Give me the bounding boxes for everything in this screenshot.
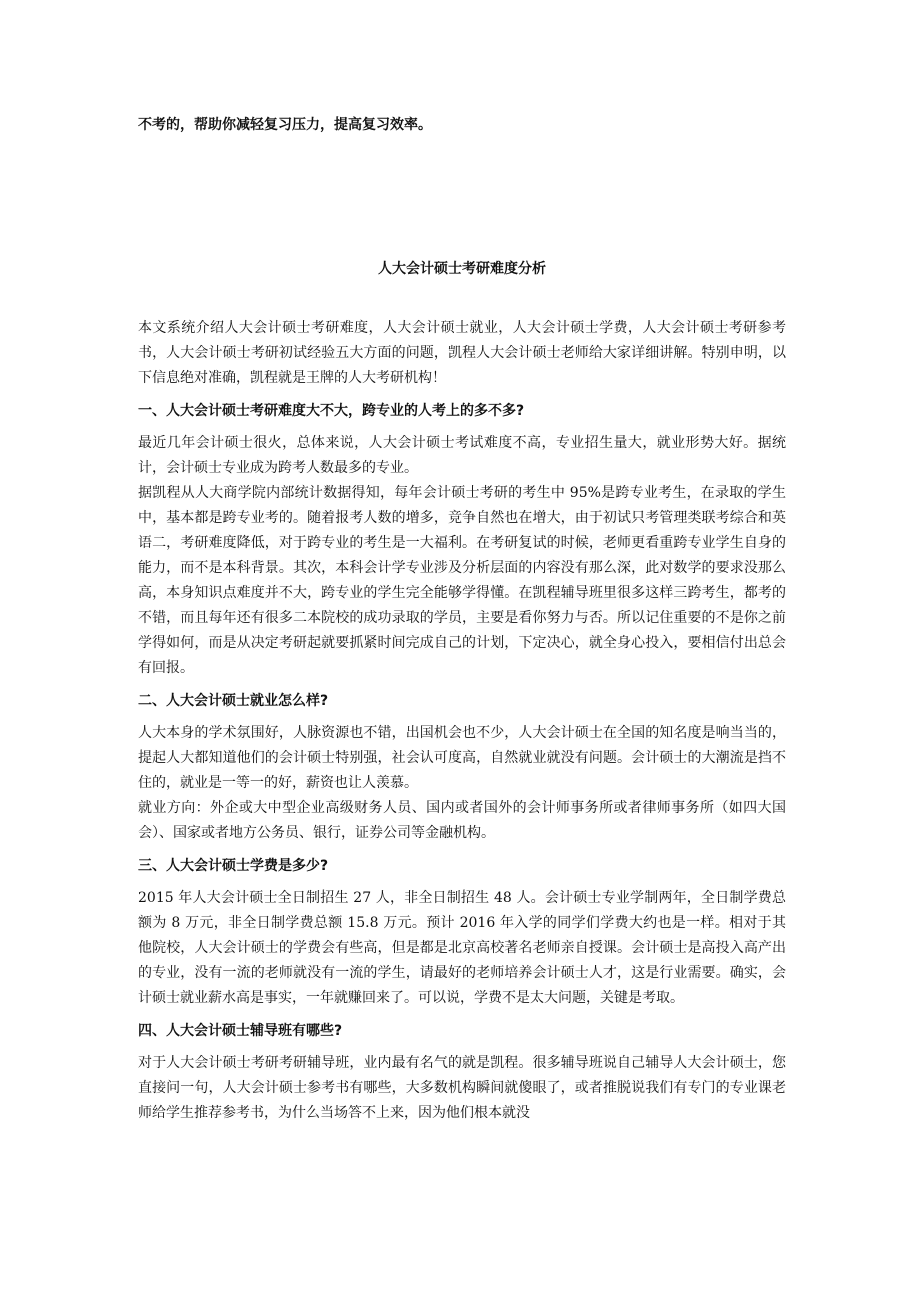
section-employment [138,690,786,846]
section-paragraph: 据凯程从人大商学院内部统计数据得知，每年会计硕士考研的考生中 95%是跨专业考生，在录取的学生中，基本都是跨专业考的。随着报考人数的增多，竞争自然也在增大，由于初试只考管理类联考综合和英语二，考研难度降低，对于跨专业的考生是一大福利。在考研复试的时候，老师更看重跨专业学生自身的能力，而不是本科背景。其次，本科会计学专业涉及分析层面的内容没有那么深，此对数学的要求没那么高，本身知识点难度并不大，跨专业的学生完全能够学得懂。在凯程辅导班里很多这样三跨考生，都考的不错，而且每年还有很多二本院校的成功录取的学员，主要是看你努力与否。所以记住重要的不是你之前学得如何，而是从决定考研起就要抓紧时间完成自己的计划，下定决心，就全身心投入，要相信付出总会有回报。 [138,485,786,676]
section-heading: 三、人大会计硕士学费是多少? [138,858,329,874]
section-tutoring [138,1020,786,1126]
section-heading: 二、人大会计硕士就业怎么样? [138,693,329,709]
section-paragraph: 人大本身的学术氛围好，人脉资源也不错，出国机会也不少，人大会计硕士在全国的知名度是响当当的，提起人大都知道他们的会计硕士特别强，社会认可度高，自然就业就没有问题。会计硕士的大潮流是挡不住的，就业是一等一的好，薪资也让人羡慕。 [138,725,786,791]
document-body [138,316,786,1126]
section-heading: 一、人大会计硕士考研难度大不大，跨专业的人考上的多不多? [138,403,525,419]
section-heading: 四、人大会计硕士辅导班有哪些? [138,1023,343,1039]
document-title: 人大会计硕士考研难度分析 [378,261,546,277]
section-paragraph: 就业方向：外企或大中型企业高级财务人员、国内或者国外的会计师事务所或者律师事务所（如四大国会）、国家或者地方公务员、银行，证券公司等金融机构。 [138,800,786,841]
section-paragraph: 对于人大会计硕士考研考研辅导班，业内最有名气的就是凯程。很多辅导班说自己辅导人大会计硕士，您直接问一句，人大会计硕士参考书有哪些，大多数机构瞬间就傻眼了，或者推脱说我们有专门的专业课老师给学生推荐参考书，为什么当场答不上来，因为他们根本就没 [138,1055,786,1121]
section-difficulty [138,400,786,681]
section-tuition [138,855,786,1011]
section-paragraph: 最近几年会计硕士很火，总体来说，人大会计硕士考试难度不高，专业招生量大，就业形势大好。据统计，会计硕士专业成为跨考人数最多的专业。 [138,435,786,476]
continued-text-line: 不考的，帮助你减轻复习压力，提高复习效率。 [138,117,432,133]
section-paragraph: 2015 年人大会计硕士全日制招生 27 人，非全日制招生 48 人。会计硕士专业学制两年，全日制学费总额为 8 万元，非全日制学费总额 15.8 万元。预计 2016 年入学的同学们学费大约也是一样。相对于其他院校，人大会计硕士的学费会有些高，但是都是北京高校著名老师亲自授课。会计硕士是高投入高产出的专业，没有一流的老师就没有一流的学生，请最好的老师培养会计硕士人才，这是行业需要。确实，会计硕士就业薪水高是事实，一年就赚回来了。可以说，学费不是太大问题，关键是考取。 [138,890,786,1006]
intro-paragraph: 本文系统介绍人大会计硕士考研难度，人大会计硕士就业，人大会计硕士学费，人大会计硕士考研参考书，人大会计硕士考研初试经验五大方面的问题，凯程人大会计硕士老师给大家详细讲解。特别申明，以下信息绝对准确，凯程就是王牌的人大考研机构！ [138,320,786,386]
